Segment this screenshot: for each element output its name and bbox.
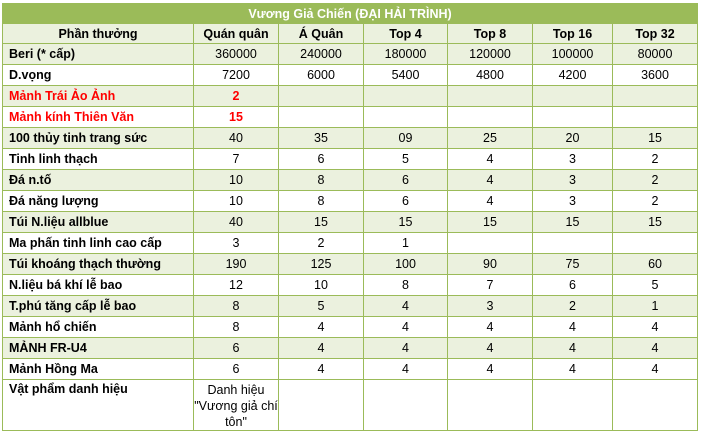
table-cell: 40	[194, 212, 279, 233]
row-label: Ma phấn tinh linh cao cấp	[3, 233, 194, 254]
table-row	[3, 86, 698, 107]
title-row	[3, 4, 698, 24]
table-cell: 4	[364, 296, 448, 317]
table-cell: 1	[364, 233, 448, 254]
table-cell: 190	[194, 254, 279, 275]
table-cell: 4	[448, 317, 533, 338]
table-cell: 25	[448, 128, 533, 149]
table-cell: 8	[194, 317, 279, 338]
table-cell: 4	[533, 359, 613, 380]
table-cell: 240000	[279, 44, 364, 65]
table-cell: 7	[448, 275, 533, 296]
table-cell	[279, 86, 364, 107]
table-cell: 4	[448, 359, 533, 380]
table-title: Vương Giả Chiến (ĐẠI HẢI TRÌNH)	[3, 4, 698, 24]
header-cell-top16: Top 16	[533, 24, 613, 44]
table-row	[3, 275, 698, 296]
table-cell: Danh hiệu "Vương giả chí tôn"	[194, 380, 279, 431]
table-row	[3, 191, 698, 212]
table-cell: 4800	[448, 65, 533, 86]
table-cell: 09	[364, 128, 448, 149]
table-cell: 15	[364, 212, 448, 233]
table-cell	[448, 380, 533, 431]
table-cell: 4	[364, 359, 448, 380]
table-row	[3, 380, 698, 431]
table-cell: 5	[613, 275, 698, 296]
table-cell: 180000	[364, 44, 448, 65]
table-cell: 12	[194, 275, 279, 296]
table-cell: 2	[194, 86, 279, 107]
row-label: Mảnh hổ chiến	[3, 317, 194, 338]
table-cell: 6	[364, 191, 448, 212]
table-cell: 2	[279, 233, 364, 254]
table-cell: 8	[279, 191, 364, 212]
table-cell	[279, 380, 364, 431]
table-cell: 8	[194, 296, 279, 317]
table-row	[3, 170, 698, 191]
table-cell	[364, 86, 448, 107]
table-cell: 120000	[448, 44, 533, 65]
table-cell: 5400	[364, 65, 448, 86]
table-cell	[613, 380, 698, 431]
table-cell: 5	[279, 296, 364, 317]
table-cell: 4	[533, 338, 613, 359]
table-cell: 35	[279, 128, 364, 149]
table-cell: 360000	[194, 44, 279, 65]
row-label: D.vọng	[3, 65, 194, 86]
row-label: Mảnh kính Thiên Văn	[3, 107, 194, 128]
table-cell: 100000	[533, 44, 613, 65]
table-cell: 3	[533, 191, 613, 212]
table-cell	[448, 233, 533, 254]
table-cell	[533, 233, 613, 254]
table-cell: 8	[279, 170, 364, 191]
row-label: Túi khoáng thạch thường	[3, 254, 194, 275]
table-cell: 2	[613, 170, 698, 191]
table-cell: 15	[448, 212, 533, 233]
header-cell-champion: Quán quân	[194, 24, 279, 44]
table-row	[3, 359, 698, 380]
table-cell: 4	[613, 338, 698, 359]
table-cell: 8	[364, 275, 448, 296]
table-cell	[364, 107, 448, 128]
table-cell: 3	[533, 149, 613, 170]
table-body	[3, 44, 698, 431]
table-cell: 4200	[533, 65, 613, 86]
table-cell: 6	[364, 170, 448, 191]
table-cell	[533, 86, 613, 107]
header-cell-reward: Phần thưởng	[3, 24, 194, 44]
row-label: Túi N.liệu allblue	[3, 212, 194, 233]
table-cell: 3600	[613, 65, 698, 86]
table-cell: 40	[194, 128, 279, 149]
table-cell	[613, 86, 698, 107]
header-row	[3, 24, 698, 44]
table-cell: 4	[448, 170, 533, 191]
table-cell: 100	[364, 254, 448, 275]
header-cell-top8: Top 8	[448, 24, 533, 44]
table-cell: 75	[533, 254, 613, 275]
table-cell: 125	[279, 254, 364, 275]
table-cell: 90	[448, 254, 533, 275]
table-cell: 4	[364, 317, 448, 338]
table-row	[3, 254, 698, 275]
table-cell: 6	[279, 149, 364, 170]
table-cell: 4	[613, 359, 698, 380]
reward-table-container	[2, 3, 697, 431]
table-cell	[364, 380, 448, 431]
row-label: MẢNH FR-U4	[3, 338, 194, 359]
table-cell: 5	[364, 149, 448, 170]
table-cell: 10	[194, 170, 279, 191]
row-label: Đá n.tố	[3, 170, 194, 191]
table-cell: 3	[448, 296, 533, 317]
row-label: N.liệu bá khí lễ bao	[3, 275, 194, 296]
table-row	[3, 128, 698, 149]
table-cell: 6	[194, 359, 279, 380]
row-label: Vật phẩm danh hiệu	[3, 380, 194, 431]
table-row	[3, 296, 698, 317]
table-cell: 4	[364, 338, 448, 359]
table-row	[3, 107, 698, 128]
table-cell: 4	[279, 338, 364, 359]
table-cell: 4	[279, 317, 364, 338]
table-cell: 3	[194, 233, 279, 254]
table-cell	[279, 107, 364, 128]
row-label: Mảnh Hồng Ma	[3, 359, 194, 380]
table-cell: 20	[533, 128, 613, 149]
table-cell: 6	[194, 338, 279, 359]
table-cell: 15	[613, 128, 698, 149]
row-label: Mảnh Trái Ảo Ảnh	[3, 86, 194, 107]
table-cell: 2	[613, 191, 698, 212]
row-label: 100 thủy tinh trang sức	[3, 128, 194, 149]
row-label: T.phú tăng cấp lễ bao	[3, 296, 194, 317]
table-cell: 15	[194, 107, 279, 128]
row-label: Tinh linh thạch	[3, 149, 194, 170]
table-row	[3, 233, 698, 254]
table-cell: 7	[194, 149, 279, 170]
reward-table	[2, 3, 698, 431]
table-cell: 6	[533, 275, 613, 296]
table-cell: 15	[613, 212, 698, 233]
table-cell: 2	[613, 149, 698, 170]
table-row	[3, 212, 698, 233]
table-cell	[448, 86, 533, 107]
table-cell: 4	[613, 317, 698, 338]
table-row	[3, 317, 698, 338]
table-cell: 15	[533, 212, 613, 233]
table-row	[3, 44, 698, 65]
table-row	[3, 338, 698, 359]
header-cell-top32: Top 32	[613, 24, 698, 44]
table-cell: 4	[448, 149, 533, 170]
table-cell: 2	[533, 296, 613, 317]
table-row	[3, 65, 698, 86]
row-label: Beri (* cấp)	[3, 44, 194, 65]
row-label: Đá năng lượng	[3, 191, 194, 212]
table-cell	[448, 107, 533, 128]
table-cell: 3	[533, 170, 613, 191]
table-cell: 4	[533, 317, 613, 338]
table-cell: 10	[279, 275, 364, 296]
table-cell: 10	[194, 191, 279, 212]
table-cell	[613, 233, 698, 254]
header-cell-top4: Top 4	[364, 24, 448, 44]
header-cell-runner-up: Á Quân	[279, 24, 364, 44]
table-cell	[533, 107, 613, 128]
table-cell: 15	[279, 212, 364, 233]
table-cell: 6000	[279, 65, 364, 86]
table-cell: 1	[613, 296, 698, 317]
table-cell: 4	[448, 191, 533, 212]
table-cell: 80000	[613, 44, 698, 65]
table-cell: 4	[279, 359, 364, 380]
table-row	[3, 149, 698, 170]
table-cell: 60	[613, 254, 698, 275]
table-cell: 4	[448, 338, 533, 359]
table-cell	[533, 380, 613, 431]
table-cell	[613, 107, 698, 128]
table-cell: 7200	[194, 65, 279, 86]
